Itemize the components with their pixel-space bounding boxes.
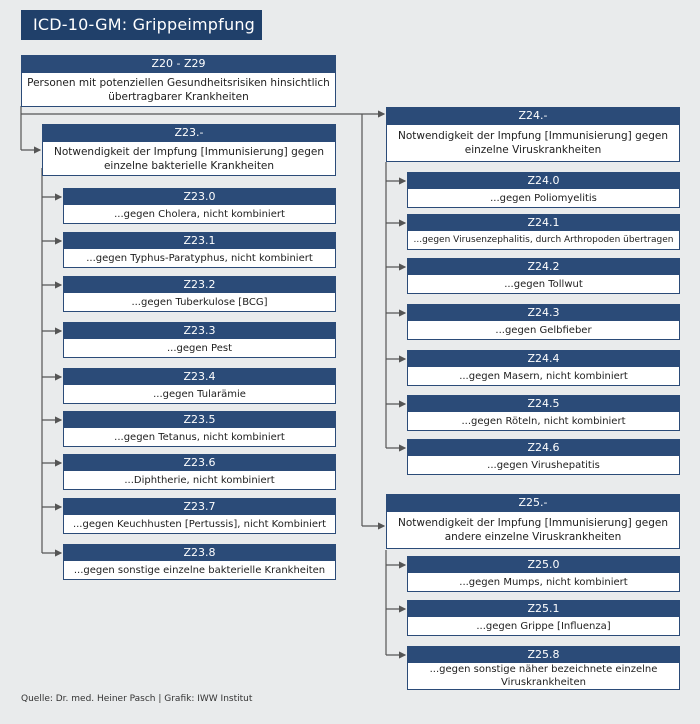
z25-code: Z25.- [386,494,680,512]
z23-3-code: Z23.3 [63,322,336,339]
z23-8-node [63,544,336,580]
z23-8-code: Z23.8 [63,544,336,561]
z24-node [386,107,680,162]
root-code: Z20 - Z29 [21,55,336,73]
root-desc: Personen mit potenziellen Gesundheitsrisiken hinsichtlich übertragbarer Krankheiten [21,73,336,107]
z24-2-code: Z24.2 [407,258,680,275]
z23-2-code: Z23.2 [63,276,336,293]
z23-6-code: Z23.6 [63,454,336,471]
z25-8-node [407,646,680,690]
z23-4-code: Z23.4 [63,368,336,385]
z23-1-desc: ...gegen Typhus-Paratyphus, nicht kombiniert [63,249,336,268]
z25-0-node [407,556,680,592]
z24-2-desc: ...gegen Tollwut [407,275,680,294]
z24-1-node [407,214,680,250]
z23-3-node [63,322,336,358]
z23-0-code: Z23.0 [63,188,336,205]
source-credit: Quelle: Dr. med. Heiner Pasch | Grafik: IWW Institut [21,694,253,704]
z24-4-node [407,350,680,386]
z23-desc: Notwendigkeit der Impfung [Immunisierung] gegen einzelne bakterielle Krankheiten [42,142,336,176]
z24-0-desc: ...gegen Poliomyelitis [407,189,680,208]
page-title: ICD-10-GM: Grippeimpfung [21,10,262,40]
z23-node [42,124,336,176]
z24-3-node [407,304,680,340]
z25-8-code: Z25.8 [407,646,680,663]
z25-1-desc: ...gegen Grippe [Influenza] [407,617,680,636]
z23-4-desc: ...gegen Tularämie [63,385,336,404]
z24-4-code: Z24.4 [407,350,680,367]
z24-3-desc: ...gegen Gelbfieber [407,321,680,340]
z24-1-code: Z24.1 [407,214,680,231]
z25-1-code: Z25.1 [407,600,680,617]
z23-3-desc: ...gegen Pest [63,339,336,358]
z25-1-node [407,600,680,636]
z23-8-desc: ...gegen sonstige einzelne bakterielle Krankheiten [63,561,336,580]
z23-code: Z23.- [42,124,336,142]
z23-2-node [63,276,336,312]
z25-node [386,494,680,549]
z25-0-code: Z25.0 [407,556,680,573]
z23-2-desc: ...gegen Tuberkulose [BCG] [63,293,336,312]
z23-6-desc: ...Diphtherie, nicht kombiniert [63,471,336,490]
z24-5-code: Z24.5 [407,395,680,412]
z24-0-code: Z24.0 [407,172,680,189]
z23-0-node [63,188,336,224]
z25-0-desc: ...gegen Mumps, nicht kombiniert [407,573,680,592]
z23-1-node [63,232,336,268]
z23-0-desc: ...gegen Cholera, nicht kombiniert [63,205,336,224]
z24-6-code: Z24.6 [407,439,680,456]
z25-8-desc: ...gegen sonstige näher bezeichnete einzelne Viruskrankheiten [407,663,680,690]
z23-5-code: Z23.5 [63,411,336,428]
root-node [21,55,336,107]
z24-5-node [407,395,680,431]
z23-4-node [63,368,336,404]
z23-5-desc: ...gegen Tetanus, nicht kombiniert [63,428,336,447]
z24-desc: Notwendigkeit der Impfung [Immunisierung] gegen einzelne Viruskrankheiten [386,125,680,162]
z24-0-node [407,172,680,208]
z24-5-desc: ...gegen Röteln, nicht kombiniert [407,412,680,431]
z23-7-code: Z23.7 [63,498,336,515]
z24-4-desc: ...gegen Masern, nicht kombiniert [407,367,680,386]
z24-3-code: Z24.3 [407,304,680,321]
z23-5-node [63,411,336,447]
z23-7-desc: ...gegen Keuchhusten [Pertussis], nicht Kombiniert [63,515,336,534]
z24-1-desc: ...gegen Virusenzephalitis, durch Arthropoden übertragen [407,231,680,250]
z23-1-code: Z23.1 [63,232,336,249]
z25-desc: Notwendigkeit der Impfung [Immunisierung] gegen andere einzelne Viruskrankheiten [386,512,680,549]
z24-code: Z24.- [386,107,680,125]
z23-7-node [63,498,336,534]
z24-6-node [407,439,680,475]
z24-2-node [407,258,680,294]
z23-6-node [63,454,336,490]
z24-6-desc: ...gegen Virushepatitis [407,456,680,475]
